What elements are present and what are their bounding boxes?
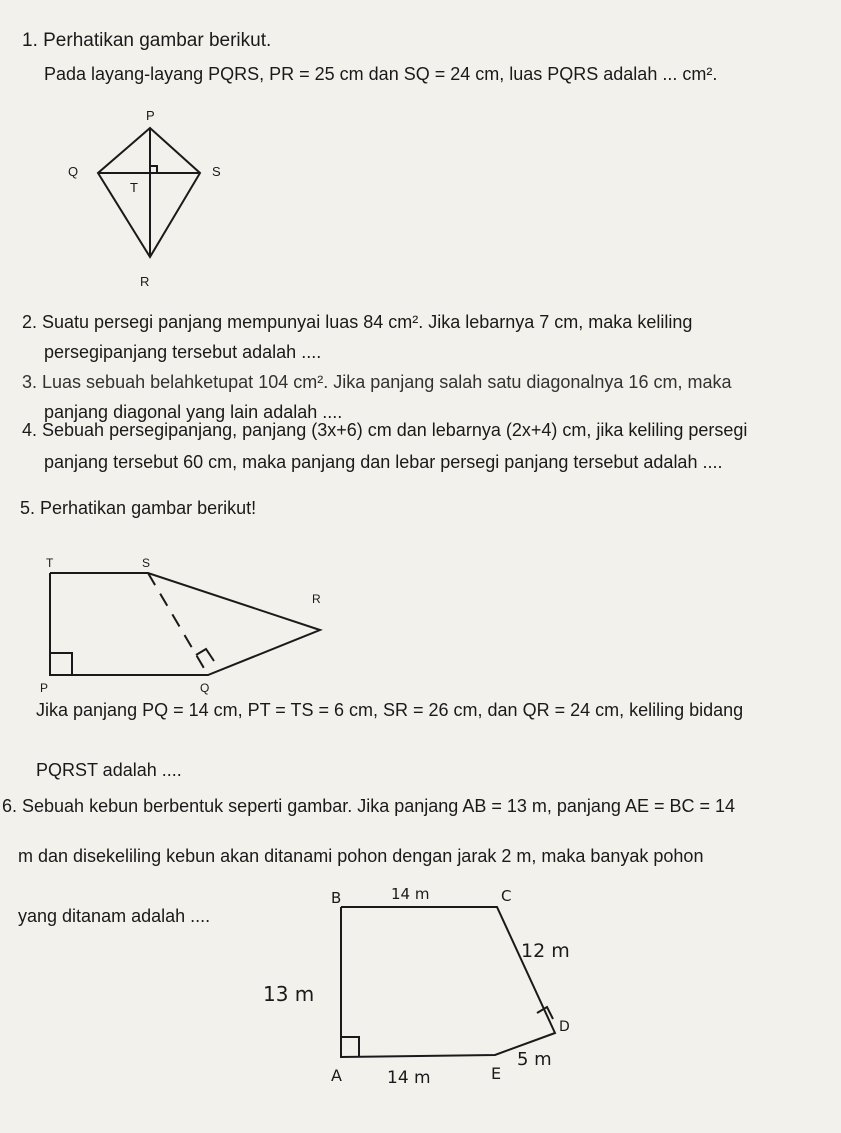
garden-label-b: B: [331, 889, 342, 907]
pentagon-label-r: R: [312, 592, 321, 606]
q3-line2: panjang diagonal yang lain adalah ....: [44, 402, 343, 422]
pentagon-label-q: Q: [200, 681, 210, 695]
q2-line1: 2. Suatu persegi panjang mempunyai luas 84 cm². Jika lebarnya 7 cm, maka keliling: [22, 312, 693, 332]
q1-heading: 1. Perhatikan gambar berikut.: [22, 30, 272, 51]
garden-shape: [341, 907, 555, 1057]
pentagon-label-t: T: [46, 556, 54, 570]
height-dashed-line: [148, 573, 208, 675]
garden-label-ab: 13 m: [263, 982, 315, 1006]
kite-label-q: Q: [68, 164, 79, 179]
kite-label-t: T: [130, 180, 138, 195]
kite-label-s: S: [212, 164, 221, 179]
garden-label-d: D: [559, 1019, 570, 1035]
garden-label-a: A: [331, 1066, 342, 1085]
garden-label-cd: 12 m: [521, 940, 570, 962]
pentagon-label-s: S: [142, 556, 151, 570]
kite-label-p: P: [146, 108, 155, 123]
garden-label-e: E: [491, 1064, 502, 1083]
pentagon-figure: [20, 555, 340, 695]
garden-label-bc: 14 m: [391, 885, 430, 903]
q6-line3: yang ditanam adalah ....: [18, 906, 211, 926]
q2-line2: persegipanjang tersebut adalah ....: [44, 342, 322, 362]
garden-figure: [255, 885, 585, 1095]
garden-label-ed: 5 m: [517, 1049, 552, 1070]
q4-line2: panjang tersebut 60 cm, maka panjang dan lebar persegi panjang tersebut adalah ....: [44, 452, 723, 472]
kite-shape: [98, 128, 200, 257]
q6-line1: 6. Sebuah kebun berbentuk seperti gambar. Jika panjang AB = 13 m, panjang AE = BC = 14: [2, 796, 736, 816]
q5-line1: Jika panjang PQ = 14 cm, PT = TS = 6 cm, SR = 26 cm, dan QR = 24 cm, keliling bidang: [36, 700, 744, 720]
pentagon-shape: [50, 573, 320, 675]
q4-line1: 4. Sebuah persegipanjang, panjang (3x+6) cm dan lebarnya (2x+4) cm, jika keliling persegi: [22, 420, 748, 440]
q3-line1: 3. Luas sebuah belahketupat 104 cm². Jika panjang salah satu diagonalnya 16 cm, maka: [22, 372, 732, 392]
kite-label-r: R: [140, 274, 150, 289]
garden-label-ae: 14 m: [387, 1068, 431, 1088]
q6-line2: m dan disekeliling kebun akan ditanami pohon dengan jarak 2 m, maka banyak pohon: [18, 846, 704, 866]
garden-label-c: C: [501, 887, 512, 905]
q1-text: Pada layang-layang PQRS, PR = 25 cm dan SQ = 24 cm, luas PQRS adalah ... cm².: [44, 64, 718, 84]
q5-heading: 5. Perhatikan gambar berikut!: [20, 498, 257, 518]
kite-figure: [50, 100, 250, 300]
pentagon-label-p: P: [40, 681, 49, 695]
q5-line2: PQRST adalah ....: [36, 760, 182, 780]
